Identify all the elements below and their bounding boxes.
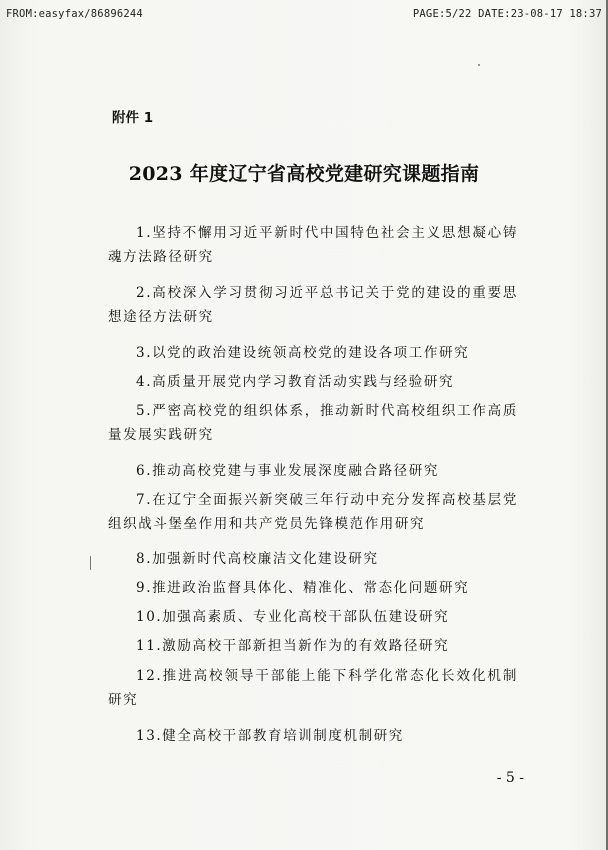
- list-item: 5.严密高校党的组织体系，推动新时代高校组织工作高质量发展实践研究: [108, 403, 518, 443]
- document-title: 2023 年度辽宁省高校党建研究课题指南: [128, 163, 480, 185]
- scan-mark: [90, 556, 91, 570]
- fax-sender: FROM:easyfax/86896244: [6, 8, 143, 20]
- fax-page-date: PAGE:5/22 DATE:23-08-17 18:37: [412, 8, 602, 20]
- fax-header: [6, 8, 602, 24]
- list-item: 7.在辽宁全面振兴新突破三年行动中充分发挥高校基层党组织战斗堡垒作用和共产党员先锋模范作用研究: [108, 492, 518, 532]
- annex-label: 附件 1: [112, 110, 154, 126]
- list-item: 4.高质量开展党内学习教育活动实践与经验研究: [136, 374, 455, 390]
- list-item: 1.坚持不懈用习近平新时代中国特色社会主义思想凝心铸魂方法路径研究: [108, 225, 518, 265]
- list-item: 2.高校深入学习贯彻习近平总书记关于党的建设的重要思想途径方法研究: [108, 285, 518, 325]
- list-item: 10.加强高素质、专业化高校干部队伍建设研究: [136, 609, 450, 625]
- list-item: 12.推进高校领导干部能上能下科学化常态化长效化机制研究: [108, 668, 518, 708]
- list-item: 8.加强新时代高校廉洁文化建设研究: [136, 551, 379, 567]
- list-item: 13.健全高校干部教育培训制度机制研究: [136, 728, 404, 744]
- scan-mark: [478, 64, 480, 66]
- page-number: - 5 -: [496, 770, 524, 786]
- list-item: 9.推进政治监督具体化、精准化、常态化问题研究: [136, 580, 470, 596]
- list-item: 6.推动高校党建与事业发展深度融合路径研究: [136, 463, 439, 479]
- list-item: 11.激励高校干部新担当新作为的有效路径研究: [136, 638, 450, 654]
- list-item: 3.以党的政治建设统领高校党的建设各项工作研究: [136, 345, 470, 361]
